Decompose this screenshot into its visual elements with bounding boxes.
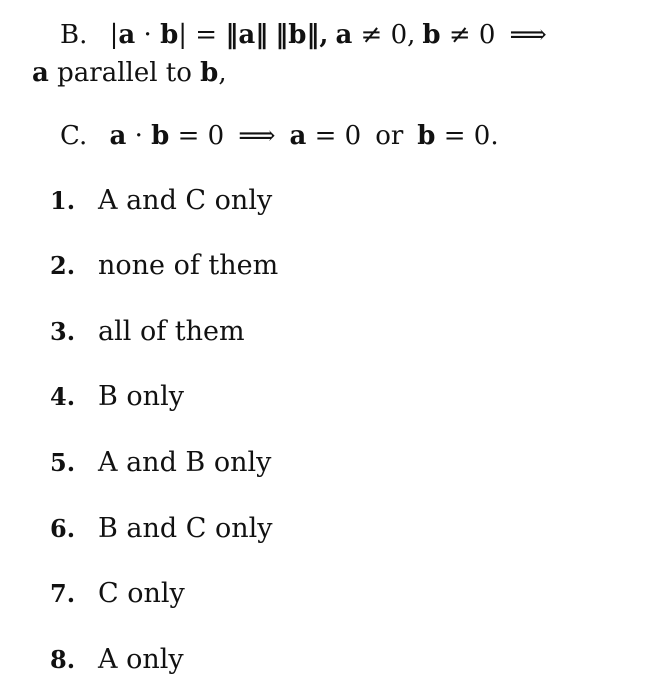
vector-a-result: a [289,121,307,151]
option-number: 3. [50,317,76,346]
vector-a: a [109,121,127,151]
vector-a-condition: a [335,20,353,50]
vector-b: b [160,20,179,50]
option-number: 1. [50,186,76,215]
vector-b-conclusion: b [200,58,219,88]
dot-operator: · [135,20,161,50]
vector-b: b [151,121,170,151]
option-text: all of them [98,316,245,347]
option-text: A and B only [98,447,272,478]
statement-b-label: B. [60,20,88,50]
option-number: 8. [50,645,76,674]
vector-a: a [118,20,136,50]
comma: , [218,58,227,88]
option-text: B only [98,381,184,412]
vector-b-result: b [417,121,436,151]
option-number: 2. [50,251,76,280]
or-word: or [375,121,404,151]
option-number: 5. [50,448,76,477]
option-number: 4. [50,382,76,411]
option-text: B and C only [98,513,273,544]
implies-arrow: ⟹ [509,20,547,50]
abs-open: | [109,20,119,50]
equals-sign: = [187,20,226,50]
implies-arrow: ⟹ [238,121,276,151]
equals-zero-a: = 0 [306,121,362,151]
parallel-text: parallel to [48,58,201,88]
equals-zero-b: = 0. [435,121,499,151]
abs-close: | [178,20,188,50]
statement-c [60,123,499,149]
statement-c-label: C. [60,121,88,151]
norm-b: ‖b‖, [275,20,329,50]
not-equal-zero-a: ≠ 0, [352,20,416,50]
option-text: none of them [98,250,279,281]
norm-a: ‖a‖ [225,20,269,50]
vector-a-conclusion: a [32,58,49,88]
vector-b-condition: b [422,20,441,50]
statement-b [60,22,547,48]
dot-operator: · [126,121,152,151]
option-number: 6. [50,514,76,543]
option-text: A and C only [98,185,273,216]
option-number: 7. [50,579,76,608]
option-text: C only [98,578,185,609]
statement-b-conclusion [32,60,227,86]
not-equal-zero-b: ≠ 0 [440,20,496,50]
equals-zero: = 0 [169,121,225,151]
option-text: A only [98,644,184,675]
